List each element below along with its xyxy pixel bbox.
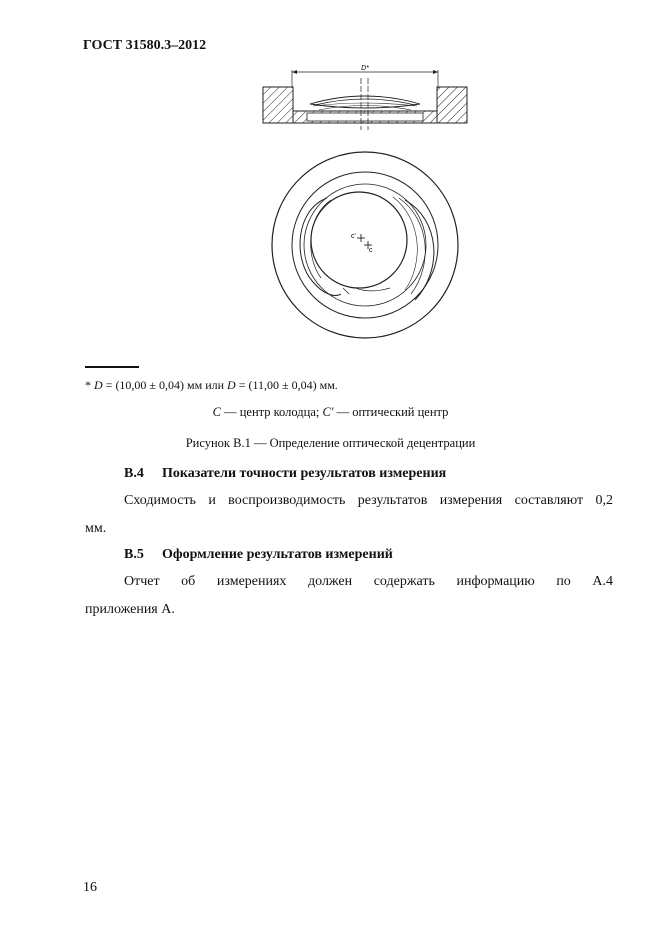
legend-var-2: C' xyxy=(322,405,334,419)
figure-caption: Рисунок В.1 — Определение оптической децентрации xyxy=(185,436,476,450)
top-view xyxy=(272,152,458,338)
label-c-prime: c' xyxy=(351,233,356,240)
cross-section-view xyxy=(263,65,467,130)
dimension-label: D* xyxy=(361,65,369,72)
section-b4-paragraph-line-2: мм. xyxy=(85,521,107,536)
footnote-text-2: = (11,00 ± 0,04) мм. xyxy=(235,378,338,392)
legend-text-2: — оптический центр xyxy=(333,405,449,419)
section-b4-paragraph-line-1: Сходимость и воспроизводимость результатов измерения составляют 0,2 xyxy=(124,493,613,508)
section-b5-paragraph-line-2: приложения А. xyxy=(85,602,175,617)
legend-text-1: — центр колодца; xyxy=(220,405,323,419)
label-c: c xyxy=(369,247,373,254)
section-number: В.4 xyxy=(124,466,144,481)
footnote-var-1: D xyxy=(94,378,103,392)
page-number: 16 xyxy=(83,880,97,895)
footnote-rule xyxy=(85,366,139,368)
footnote-prefix: * xyxy=(85,378,94,392)
footnote-var-2: D xyxy=(227,378,236,392)
section-heading-b4 xyxy=(124,466,446,482)
document-header: ГОСТ 31580.3–2012 xyxy=(83,38,207,53)
section-number: В.5 xyxy=(124,547,144,562)
legend-var-1: C xyxy=(212,405,221,419)
figure-legend xyxy=(0,405,661,420)
section-title: Оформление результатов измерений xyxy=(162,547,393,562)
section-heading-b5 xyxy=(124,547,393,563)
section-title: Показатели точности результатов измерения xyxy=(162,466,447,481)
footnote-text-1: = (10,00 ± 0,04) мм или xyxy=(102,378,228,392)
section-b5-paragraph-line-1: Отчет об измерениях должен содержать информацию по А.4 xyxy=(124,574,613,589)
figure-footnote xyxy=(85,378,338,393)
lens-decentration-figure xyxy=(255,60,475,360)
